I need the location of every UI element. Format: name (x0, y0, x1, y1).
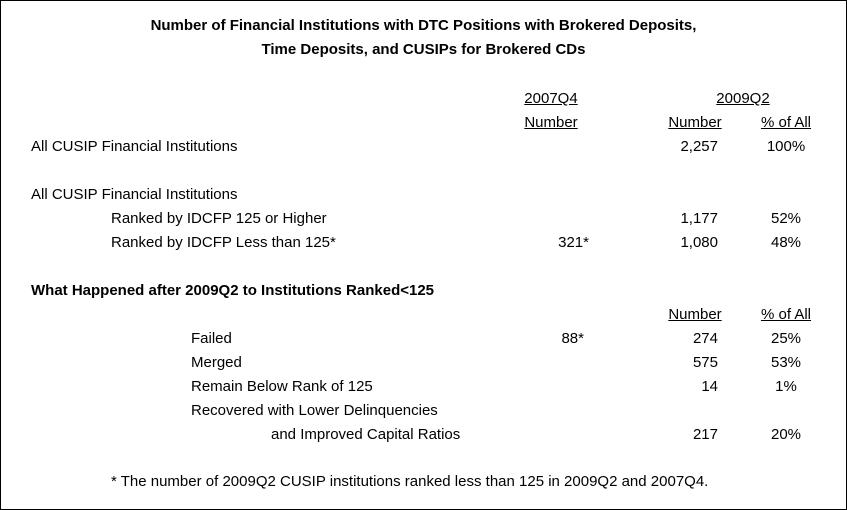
header-2007q4-number: Number (524, 114, 578, 131)
section-header-number: Number (668, 306, 722, 323)
row-ranked-low-q4: 321* (558, 234, 589, 251)
header-2007q4: 2007Q4 (524, 90, 578, 107)
row-ranked-high-pct: 52% (770, 210, 802, 227)
row-ranked-low-number: 1,080 (680, 234, 718, 251)
row-recovered-number: 217 (692, 426, 718, 443)
row-failed-label: Failed (191, 330, 232, 347)
row-failed-q4: 88* (561, 330, 584, 347)
row-remain-pct: 1% (775, 378, 797, 395)
row-all-cusip-pct: 100% (766, 138, 806, 155)
row-recovered-label-line-1: Recovered with Lower Delinquencies (191, 402, 438, 419)
row-remain-number: 14 (701, 378, 718, 395)
title-line-1: Number of Financial Institutions with DTC Positions with Brokered Deposits, (150, 17, 697, 34)
row-failed-pct: 25% (770, 330, 802, 347)
row-all-cusip-label: All CUSIP Financial Institutions (31, 138, 238, 155)
title-line-2: Time Deposits, and CUSIPs for Brokered CDs (261, 41, 586, 58)
group-all-cusip-label: All CUSIP Financial Institutions (31, 186, 238, 203)
row-recovered-pct: 20% (770, 426, 802, 443)
row-remain-label: Remain Below Rank of 125 (191, 378, 373, 395)
row-ranked-low-pct: 48% (770, 234, 802, 251)
row-all-cusip-number: 2,257 (680, 138, 718, 155)
footnote: * The number of 2009Q2 CUSIP institutions ranked less than 125 in 2009Q2 and 2007Q4. (111, 473, 709, 490)
header-2009q2-number: Number (668, 114, 722, 131)
row-ranked-low-label: Ranked by IDCFP Less than 125* (111, 234, 336, 251)
section-header-pct: % of All (760, 306, 812, 323)
row-ranked-high-label: Ranked by IDCFP 125 or Higher (111, 210, 327, 227)
header-2009q2: 2009Q2 (716, 90, 770, 107)
row-merged-label: Merged (191, 354, 242, 371)
section-heading: What Happened after 2009Q2 to Institutions Ranked<125 (31, 282, 435, 299)
row-recovered-label-line-2: and Improved Capital Ratios (271, 426, 461, 443)
row-failed-number: 274 (692, 330, 718, 347)
row-ranked-high-number: 1,177 (680, 210, 718, 227)
header-2009q2-pct: % of All (760, 114, 812, 131)
row-merged-pct: 53% (770, 354, 802, 371)
row-merged-number: 575 (692, 354, 718, 371)
